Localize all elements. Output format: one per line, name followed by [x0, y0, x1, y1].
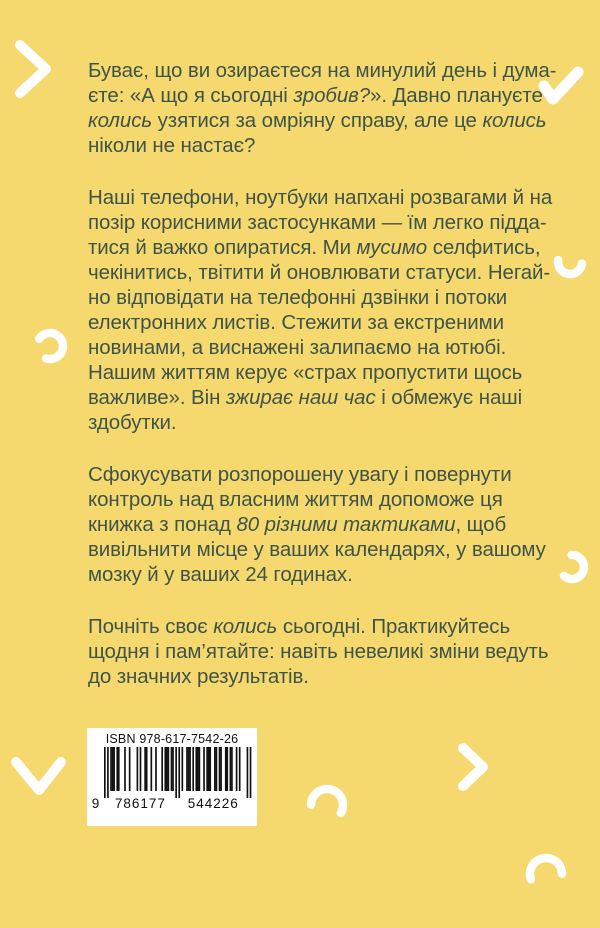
text-line: електронних листів. Стежити за екстреними — [88, 311, 504, 334]
text-line: єте: «А що я сьогодні зробив?». Давно плануєте — [88, 84, 543, 107]
barcode-svg — [90, 747, 254, 811]
paragraph — [88, 185, 553, 435]
text-line: новинами, а виснажені залипаємо на ютюбі. — [88, 336, 507, 359]
text-line: Буває, що ви озираєтеся на минулий день і дума- — [88, 59, 557, 82]
text-line: ніколи не настає? — [88, 134, 256, 157]
text-line: до значних результатів. — [88, 665, 309, 688]
chevron-right-icon — [20, 45, 46, 93]
isbn-label: ISBN 978-617-7542-26 — [105, 732, 239, 746]
text-line: колись узятися за омріяну справу, але це колись — [88, 109, 547, 132]
open-arc-icon — [311, 789, 344, 822]
paragraph — [88, 58, 557, 158]
text-line: Наші телефони, ноутбуки напхані розвагами й на — [88, 186, 553, 209]
open-arc-icon — [526, 854, 567, 895]
text-line: здобутки. — [88, 411, 177, 434]
barcode-digits: 786177 — [114, 796, 166, 811]
ean13-barcode — [90, 747, 254, 816]
paragraph — [88, 614, 550, 689]
open-circle-icon — [560, 555, 585, 580]
text-line: Сфокусувати розпорошену увагу і повернути — [88, 463, 512, 486]
barcode-digits: 544226 — [187, 796, 239, 811]
chevron-down-icon — [16, 762, 61, 790]
text-line: Почніть своє колись сьогодні. Практикуйтесь — [88, 615, 511, 638]
text-line: мозку й у ваших 24 годинах. — [88, 563, 353, 586]
text-line: но відповідати на телефонні дзвінки і потоки — [88, 286, 508, 309]
text-line: тися й важко опиратися. Ми мусимо селфитись, — [88, 236, 541, 259]
text-line: важливе». Він зжирає наш час і обмежує наші — [88, 386, 523, 409]
text-line: щодня і пам’ятайте: навіть невеликі зміни ведуть — [88, 640, 549, 663]
barcode-digits: 9 — [91, 796, 101, 811]
chevron-right-icon — [463, 748, 483, 786]
isbn-barcode-block — [87, 728, 257, 826]
text-line: Нашим життям керує «страх пропустити щось — [88, 361, 523, 384]
blurb — [88, 58, 557, 716]
smile-arc-icon — [556, 248, 583, 275]
text-line: вивільнити місце у ваших календарях, у вашому — [88, 538, 546, 561]
text-line: чекінитись, твітити й оновлювати статуси. Негай- — [88, 261, 551, 284]
open-circle-icon — [32, 328, 68, 364]
text-line: книжка з понад 80 різними тактиками, щоб — [88, 513, 507, 536]
paragraph — [88, 462, 550, 587]
text-line: контроль над власним життям допоможе ця — [88, 488, 503, 511]
text-line: позір корисними застосунками — їм легко підда- — [88, 211, 547, 234]
